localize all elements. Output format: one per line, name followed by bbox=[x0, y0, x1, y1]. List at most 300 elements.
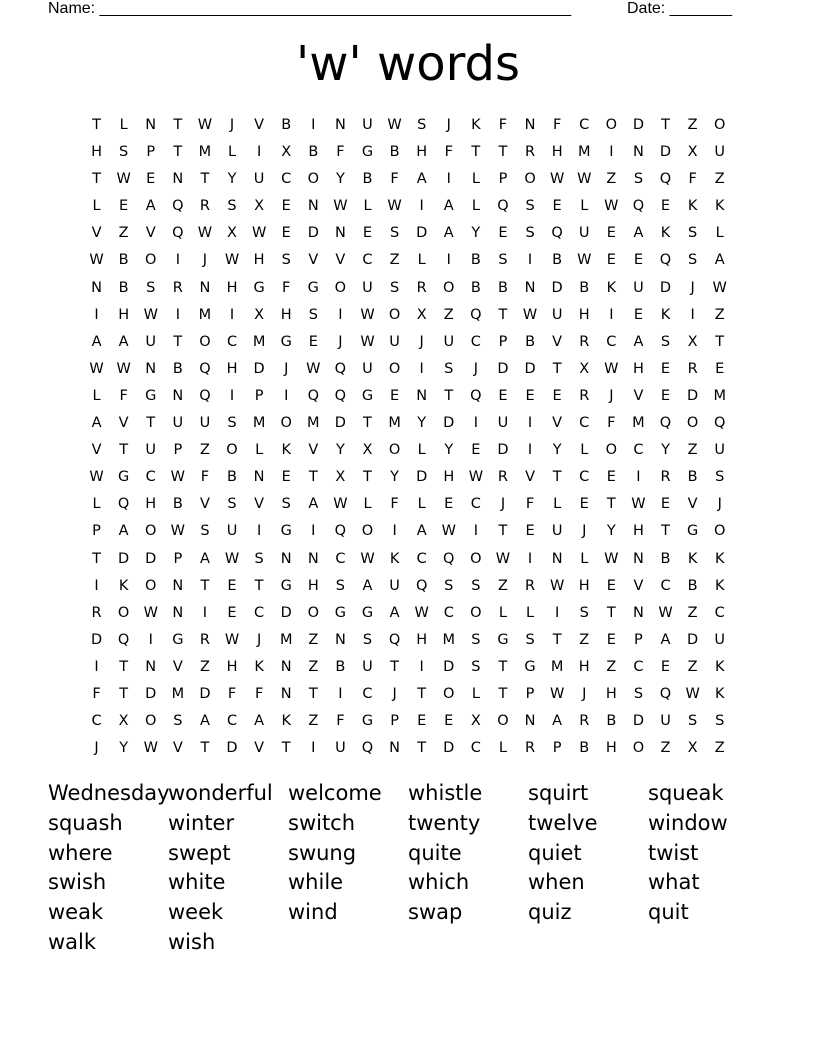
grid-cell[interactable]: K bbox=[660, 306, 671, 323]
grid-cell[interactable]: F bbox=[282, 279, 291, 296]
grid-cell[interactable]: X bbox=[687, 740, 698, 757]
grid-cell[interactable]: H bbox=[632, 523, 644, 540]
grid-cell[interactable]: D bbox=[443, 415, 455, 432]
grid-cell[interactable]: W bbox=[197, 117, 213, 133]
grid-cell[interactable]: D bbox=[687, 387, 699, 404]
grid-cell[interactable]: L bbox=[119, 117, 128, 133]
grid-cell[interactable]: U bbox=[714, 442, 726, 459]
name-field[interactable]: Name: _____________________________________________________ bbox=[48, 0, 572, 17]
grid-cell[interactable]: T bbox=[444, 387, 454, 404]
grid-cell[interactable]: P bbox=[525, 685, 535, 702]
grid-cell[interactable]: D bbox=[416, 469, 428, 486]
grid-cell[interactable]: R bbox=[172, 279, 183, 296]
grid-cell[interactable]: R bbox=[199, 198, 210, 215]
grid-cell[interactable]: L bbox=[715, 225, 724, 242]
grid-cell[interactable]: W bbox=[387, 198, 402, 215]
grid-cell[interactable]: C bbox=[226, 713, 238, 730]
grid-cell[interactable]: O bbox=[307, 604, 319, 621]
grid-cell[interactable]: C bbox=[335, 550, 346, 567]
grid-cell[interactable]: C bbox=[470, 333, 481, 350]
grid-cell[interactable]: H bbox=[226, 279, 238, 296]
grid-cell[interactable]: I bbox=[609, 144, 614, 161]
grid-cell[interactable]: X bbox=[470, 713, 481, 730]
grid-cell[interactable]: S bbox=[362, 631, 373, 648]
grid-cell[interactable]: C bbox=[91, 713, 102, 730]
grid-cell[interactable]: K bbox=[687, 198, 698, 215]
grid-cell[interactable]: L bbox=[526, 604, 535, 621]
grid-cell[interactable]: K bbox=[471, 117, 481, 133]
grid-cell[interactable]: B bbox=[579, 740, 590, 757]
grid-cell[interactable]: K bbox=[281, 442, 291, 459]
grid-cell[interactable]: C bbox=[281, 171, 292, 188]
grid-cell[interactable]: F bbox=[227, 685, 237, 702]
grid-cell[interactable]: Q bbox=[470, 306, 482, 323]
grid-cell[interactable]: R bbox=[579, 333, 590, 350]
grid-cell[interactable]: U bbox=[551, 523, 563, 540]
grid-cell[interactable]: H bbox=[253, 252, 265, 269]
grid-cell[interactable]: J bbox=[256, 631, 262, 648]
grid-cell[interactable]: V bbox=[91, 225, 102, 242]
grid-cell[interactable]: X bbox=[687, 333, 698, 350]
grid-cell[interactable]: K bbox=[714, 550, 725, 567]
grid-cell[interactable]: W bbox=[89, 360, 104, 377]
grid-cell[interactable]: E bbox=[552, 387, 562, 404]
grid-cell[interactable]: H bbox=[91, 144, 102, 161]
grid-cell[interactable]: I bbox=[473, 415, 478, 432]
grid-cell[interactable]: Z bbox=[308, 713, 319, 730]
grid-cell[interactable]: Y bbox=[444, 442, 454, 459]
grid-cell[interactable]: N bbox=[91, 279, 102, 296]
grid-cell[interactable]: Q bbox=[415, 577, 428, 594]
grid-cell[interactable]: Z bbox=[308, 631, 319, 648]
grid-cell[interactable]: G bbox=[334, 604, 347, 621]
grid-cell[interactable]: Q bbox=[551, 225, 563, 242]
grid-cell[interactable]: G bbox=[361, 713, 374, 730]
grid-cell[interactable]: E bbox=[525, 387, 535, 404]
grid-cell[interactable]: T bbox=[498, 306, 508, 323]
grid-cell[interactable]: Z bbox=[714, 306, 725, 323]
grid-cell[interactable]: Q bbox=[334, 360, 347, 377]
grid-cell[interactable]: Y bbox=[119, 740, 129, 757]
grid-cell[interactable]: D bbox=[443, 658, 455, 675]
grid-cell[interactable]: D bbox=[307, 225, 319, 242]
grid-cell[interactable]: E bbox=[660, 198, 671, 215]
grid-cell[interactable]: S bbox=[119, 144, 129, 161]
grid-cell[interactable]: A bbox=[389, 604, 400, 621]
grid-cell[interactable]: Q bbox=[361, 740, 374, 757]
grid-cell[interactable]: Z bbox=[389, 252, 400, 269]
grid-cell[interactable]: Z bbox=[118, 225, 129, 242]
grid-cell[interactable]: N bbox=[524, 713, 536, 730]
grid-cell[interactable]: G bbox=[172, 631, 184, 648]
grid-cell[interactable]: T bbox=[363, 415, 372, 432]
grid-cell[interactable]: U bbox=[145, 442, 157, 459]
grid-cell[interactable]: S bbox=[660, 333, 671, 350]
grid-cell[interactable]: Y bbox=[552, 442, 562, 459]
grid-cell[interactable]: D bbox=[687, 631, 699, 648]
grid-cell[interactable]: Z bbox=[687, 604, 698, 621]
grid-cell[interactable]: E bbox=[660, 387, 671, 404]
grid-cell[interactable]: S bbox=[417, 117, 427, 133]
grid-cell[interactable]: W bbox=[306, 360, 321, 377]
grid-cell[interactable]: N bbox=[280, 550, 292, 567]
grid-cell[interactable]: V bbox=[335, 252, 346, 269]
grid-cell[interactable]: N bbox=[334, 117, 346, 133]
grid-cell[interactable]: W bbox=[116, 360, 131, 377]
grid-cell[interactable]: W bbox=[170, 523, 185, 540]
grid-cell[interactable]: Q bbox=[659, 685, 672, 702]
grid-cell[interactable]: L bbox=[363, 496, 372, 513]
grid-cell[interactable]: I bbox=[148, 631, 153, 648]
grid-cell[interactable]: W bbox=[549, 171, 565, 188]
grid-cell[interactable]: D bbox=[551, 279, 563, 296]
grid-cell[interactable]: D bbox=[145, 685, 157, 702]
grid-cell[interactable]: Q bbox=[497, 198, 509, 215]
grid-cell[interactable]: I bbox=[202, 604, 208, 621]
grid-cell[interactable]: D bbox=[416, 225, 428, 242]
grid-cell[interactable]: B bbox=[579, 279, 590, 296]
grid-cell[interactable]: C bbox=[660, 577, 671, 594]
grid-cell[interactable]: U bbox=[199, 415, 211, 432]
grid-cell[interactable]: U bbox=[714, 144, 726, 161]
grid-cell[interactable]: U bbox=[443, 333, 455, 350]
grid-cell[interactable]: T bbox=[417, 685, 427, 702]
grid-cell[interactable]: W bbox=[577, 252, 592, 269]
grid-cell[interactable]: G bbox=[361, 604, 374, 621]
grid-cell[interactable]: F bbox=[552, 117, 562, 133]
grid-cell[interactable]: C bbox=[470, 496, 481, 513]
grid-cell[interactable]: M bbox=[198, 144, 212, 161]
grid-cell[interactable]: Z bbox=[687, 658, 698, 675]
grid-cell[interactable]: F bbox=[336, 713, 345, 730]
grid-cell[interactable]: D bbox=[253, 360, 265, 377]
grid-cell[interactable]: I bbox=[338, 306, 343, 323]
grid-cell[interactable]: V bbox=[687, 496, 698, 513]
grid-cell[interactable]: B bbox=[172, 360, 183, 377]
grid-cell[interactable]: I bbox=[311, 117, 316, 133]
grid-cell[interactable]: J bbox=[500, 496, 506, 513]
grid-cell[interactable]: O bbox=[307, 171, 319, 188]
grid-cell[interactable]: J bbox=[229, 117, 235, 133]
grid-cell[interactable]: U bbox=[253, 171, 265, 188]
grid-cell[interactable]: Q bbox=[443, 550, 455, 567]
grid-cell[interactable]: P bbox=[498, 333, 508, 350]
grid-cell[interactable]: Q bbox=[172, 225, 184, 242]
grid-cell[interactable]: L bbox=[255, 442, 264, 459]
grid-cell[interactable]: I bbox=[175, 252, 180, 269]
grid-cell[interactable]: G bbox=[524, 658, 536, 675]
grid-cell[interactable]: B bbox=[687, 577, 698, 594]
grid-cell[interactable]: T bbox=[173, 117, 183, 133]
grid-cell[interactable]: W bbox=[224, 631, 240, 648]
grid-cell[interactable]: M bbox=[252, 333, 266, 350]
grid-cell[interactable]: H bbox=[578, 658, 590, 675]
grid-cell[interactable]: W bbox=[143, 604, 158, 621]
grid-cell[interactable]: G bbox=[253, 279, 265, 296]
grid-cell[interactable]: P bbox=[390, 713, 399, 730]
grid-cell[interactable]: N bbox=[145, 117, 157, 133]
grid-cell[interactable]: E bbox=[606, 469, 616, 486]
grid-cell[interactable]: O bbox=[226, 442, 238, 459]
grid-cell[interactable]: F bbox=[119, 387, 128, 404]
grid-cell[interactable]: O bbox=[605, 442, 618, 459]
grid-cell[interactable]: N bbox=[632, 604, 644, 621]
grid-cell[interactable]: H bbox=[226, 658, 238, 675]
grid-cell[interactable]: S bbox=[254, 550, 264, 567]
grid-cell[interactable]: N bbox=[172, 387, 184, 404]
grid-cell[interactable]: D bbox=[524, 360, 536, 377]
grid-cell[interactable]: S bbox=[471, 658, 481, 675]
grid-cell[interactable]: O bbox=[199, 333, 211, 350]
grid-cell[interactable]: S bbox=[525, 225, 535, 242]
grid-cell[interactable]: B bbox=[335, 658, 346, 675]
grid-cell[interactable]: J bbox=[717, 496, 722, 513]
grid-cell[interactable]: G bbox=[280, 333, 292, 350]
grid-cell[interactable]: T bbox=[661, 117, 670, 133]
grid-cell[interactable]: D bbox=[118, 550, 130, 567]
grid-cell[interactable]: E bbox=[498, 225, 508, 242]
grid-cell[interactable]: E bbox=[389, 387, 400, 404]
grid-cell[interactable]: G bbox=[361, 144, 374, 161]
grid-cell[interactable]: S bbox=[389, 225, 400, 242]
grid-cell[interactable]: T bbox=[119, 685, 129, 702]
grid-cell[interactable]: R bbox=[525, 740, 536, 757]
grid-cell[interactable]: S bbox=[633, 685, 644, 702]
grid-cell[interactable]: K bbox=[714, 685, 725, 702]
grid-cell[interactable]: H bbox=[578, 577, 590, 594]
grid-cell[interactable]: A bbox=[633, 333, 644, 350]
grid-cell[interactable]: U bbox=[145, 333, 157, 350]
grid-cell[interactable]: I bbox=[94, 306, 99, 323]
grid-cell[interactable]: A bbox=[416, 523, 427, 540]
grid-cell[interactable]: F bbox=[444, 144, 453, 161]
grid-cell[interactable]: Z bbox=[687, 117, 698, 133]
grid-cell[interactable]: C bbox=[606, 333, 617, 350]
grid-cell[interactable]: A bbox=[199, 550, 210, 567]
grid-cell[interactable]: I bbox=[338, 685, 343, 702]
grid-cell[interactable]: E bbox=[444, 496, 454, 513]
grid-cell[interactable]: T bbox=[173, 144, 183, 161]
grid-cell[interactable]: J bbox=[419, 333, 424, 350]
grid-cell[interactable]: G bbox=[118, 469, 130, 486]
grid-cell[interactable]: H bbox=[307, 577, 319, 594]
grid-cell[interactable]: O bbox=[632, 740, 645, 757]
grid-cell[interactable]: E bbox=[444, 713, 454, 730]
grid-cell[interactable]: J bbox=[338, 333, 343, 350]
grid-cell[interactable]: D bbox=[280, 604, 292, 621]
grid-cell[interactable]: I bbox=[419, 198, 424, 215]
grid-cell[interactable]: C bbox=[579, 415, 590, 432]
grid-cell[interactable]: F bbox=[688, 171, 697, 188]
grid-cell[interactable]: H bbox=[145, 496, 157, 513]
grid-cell[interactable]: I bbox=[690, 306, 695, 323]
grid-cell[interactable]: N bbox=[632, 550, 644, 567]
grid-cell[interactable]: E bbox=[146, 171, 156, 188]
grid-cell[interactable]: W bbox=[89, 469, 104, 486]
grid-cell[interactable]: F bbox=[607, 415, 616, 432]
grid-cell[interactable]: Y bbox=[661, 442, 670, 459]
grid-cell[interactable]: T bbox=[254, 577, 264, 594]
grid-cell[interactable]: O bbox=[713, 117, 726, 133]
grid-cell[interactable]: B bbox=[308, 144, 319, 161]
grid-cell[interactable]: C bbox=[226, 333, 238, 350]
grid-cell[interactable]: V bbox=[91, 442, 102, 459]
grid-cell[interactable]: Z bbox=[199, 442, 210, 459]
grid-cell[interactable]: E bbox=[227, 604, 237, 621]
grid-cell[interactable]: H bbox=[605, 685, 617, 702]
grid-cell[interactable]: T bbox=[119, 658, 129, 675]
grid-cell[interactable]: T bbox=[498, 685, 508, 702]
grid-cell[interactable]: U bbox=[389, 577, 400, 594]
grid-cell[interactable]: J bbox=[446, 117, 451, 133]
grid-cell[interactable]: W bbox=[89, 252, 104, 269]
grid-cell[interactable]: W bbox=[360, 333, 375, 350]
grid-cell[interactable]: E bbox=[660, 496, 671, 513]
grid-cell[interactable]: I bbox=[609, 306, 614, 323]
grid-cell[interactable]: R bbox=[91, 604, 102, 621]
grid-cell[interactable]: I bbox=[229, 306, 235, 323]
grid-cell[interactable]: E bbox=[281, 225, 291, 242]
grid-cell[interactable]: F bbox=[498, 117, 508, 133]
grid-cell[interactable]: W bbox=[170, 469, 185, 486]
grid-cell[interactable]: C bbox=[714, 604, 725, 621]
grid-cell[interactable]: V bbox=[552, 333, 563, 350]
grid-cell[interactable]: N bbox=[145, 360, 157, 377]
grid-cell[interactable]: D bbox=[632, 117, 644, 133]
grid-cell[interactable]: L bbox=[580, 442, 589, 459]
grid-cell[interactable]: H bbox=[443, 469, 455, 486]
grid-cell[interactable]: P bbox=[173, 550, 183, 567]
grid-cell[interactable]: Z bbox=[714, 740, 725, 757]
grid-cell[interactable]: S bbox=[444, 360, 454, 377]
grid-cell[interactable]: W bbox=[333, 496, 348, 513]
grid-cell[interactable]: J bbox=[473, 360, 478, 377]
grid-cell[interactable]: J bbox=[202, 252, 208, 269]
grid-cell[interactable]: M bbox=[252, 415, 266, 432]
grid-cell[interactable]: P bbox=[146, 144, 156, 161]
grid-cell[interactable]: N bbox=[524, 117, 536, 133]
grid-cell[interactable]: Y bbox=[606, 523, 616, 540]
grid-cell[interactable]: M bbox=[550, 658, 564, 675]
grid-cell[interactable]: E bbox=[552, 198, 562, 215]
grid-cell[interactable]: O bbox=[713, 523, 726, 540]
grid-cell[interactable]: C bbox=[470, 740, 481, 757]
grid-cell[interactable]: H bbox=[226, 360, 238, 377]
grid-cell[interactable]: C bbox=[362, 685, 373, 702]
grid-cell[interactable]: Z bbox=[660, 740, 671, 757]
grid-cell[interactable]: H bbox=[551, 144, 563, 161]
grid-cell[interactable]: X bbox=[254, 198, 265, 215]
grid-cell[interactable]: X bbox=[335, 469, 346, 486]
grid-cell[interactable]: N bbox=[416, 387, 428, 404]
grid-cell[interactable]: M bbox=[577, 144, 591, 161]
grid-cell[interactable]: T bbox=[200, 171, 210, 188]
grid-cell[interactable]: O bbox=[388, 442, 401, 459]
grid-cell[interactable]: P bbox=[254, 387, 264, 404]
grid-cell[interactable]: B bbox=[118, 279, 129, 296]
grid-cell[interactable]: B bbox=[497, 279, 508, 296]
grid-cell[interactable]: Y bbox=[335, 442, 345, 459]
grid-cell[interactable]: W bbox=[116, 171, 131, 188]
grid-cell[interactable]: T bbox=[363, 469, 372, 486]
grid-cell[interactable]: D bbox=[443, 740, 455, 757]
grid-cell[interactable]: O bbox=[686, 415, 699, 432]
grid-cell[interactable]: O bbox=[117, 604, 130, 621]
grid-cell[interactable]: P bbox=[92, 523, 101, 540]
grid-cell[interactable]: P bbox=[498, 171, 508, 188]
grid-cell[interactable]: E bbox=[227, 577, 237, 594]
grid-cell[interactable]: L bbox=[471, 171, 480, 188]
grid-cell[interactable]: C bbox=[579, 469, 590, 486]
grid-cell[interactable]: R bbox=[525, 144, 536, 161]
grid-cell[interactable]: W bbox=[631, 496, 646, 513]
grid-cell[interactable]: T bbox=[200, 577, 210, 594]
grid-cell[interactable]: G bbox=[497, 631, 509, 648]
grid-cell[interactable]: L bbox=[498, 604, 507, 621]
grid-cell[interactable]: P bbox=[173, 442, 183, 459]
grid-cell[interactable]: A bbox=[633, 225, 644, 242]
grid-cell[interactable]: W bbox=[387, 117, 402, 133]
grid-cell[interactable]: G bbox=[686, 523, 699, 540]
grid-cell[interactable]: W bbox=[522, 306, 538, 323]
grid-cell[interactable]: N bbox=[172, 604, 184, 621]
grid-cell[interactable]: U bbox=[551, 306, 563, 323]
grid-cell[interactable]: E bbox=[606, 631, 616, 648]
grid-cell[interactable]: L bbox=[417, 442, 426, 459]
grid-cell[interactable]: M bbox=[632, 415, 645, 432]
grid-cell[interactable]: L bbox=[417, 496, 426, 513]
grid-cell[interactable]: Q bbox=[117, 631, 130, 648]
grid-cell[interactable]: X bbox=[687, 144, 698, 161]
grid-cell[interactable]: S bbox=[281, 496, 291, 513]
grid-cell[interactable]: L bbox=[227, 144, 237, 161]
grid-cell[interactable]: W bbox=[414, 604, 429, 621]
grid-cell[interactable]: K bbox=[714, 198, 725, 215]
grid-cell[interactable]: S bbox=[498, 252, 508, 269]
grid-cell[interactable]: T bbox=[498, 144, 508, 161]
grid-cell[interactable]: L bbox=[553, 496, 562, 513]
grid-cell[interactable]: N bbox=[551, 550, 563, 567]
grid-cell[interactable]: V bbox=[525, 469, 535, 486]
grid-cell[interactable]: S bbox=[579, 604, 589, 621]
grid-cell[interactable]: L bbox=[471, 198, 480, 215]
grid-cell[interactable]: I bbox=[311, 523, 316, 540]
grid-cell[interactable]: S bbox=[633, 171, 644, 188]
grid-cell[interactable]: B bbox=[525, 333, 536, 350]
grid-cell[interactable]: V bbox=[172, 740, 183, 757]
grid-cell[interactable]: V bbox=[308, 252, 319, 269]
grid-cell[interactable]: Q bbox=[659, 415, 672, 432]
grid-cell[interactable]: Y bbox=[390, 469, 399, 486]
grid-cell[interactable]: U bbox=[660, 713, 671, 730]
grid-cell[interactable]: O bbox=[524, 171, 536, 188]
grid-cell[interactable]: W bbox=[549, 685, 565, 702]
grid-cell[interactable]: N bbox=[307, 550, 319, 567]
grid-cell[interactable]: A bbox=[552, 713, 563, 730]
grid-cell[interactable]: T bbox=[146, 415, 156, 432]
grid-cell[interactable]: V bbox=[633, 387, 644, 404]
grid-cell[interactable]: C bbox=[633, 442, 644, 459]
grid-cell[interactable]: O bbox=[497, 713, 509, 730]
grid-cell[interactable]: O bbox=[361, 523, 374, 540]
grid-cell[interactable]: R bbox=[579, 713, 590, 730]
grid-cell[interactable]: I bbox=[94, 658, 99, 675]
grid-cell[interactable]: U bbox=[633, 279, 644, 296]
grid-cell[interactable]: T bbox=[92, 171, 101, 188]
grid-cell[interactable]: W bbox=[360, 306, 375, 323]
grid-cell[interactable]: I bbox=[527, 442, 533, 459]
grid-cell[interactable]: Q bbox=[172, 198, 184, 215]
